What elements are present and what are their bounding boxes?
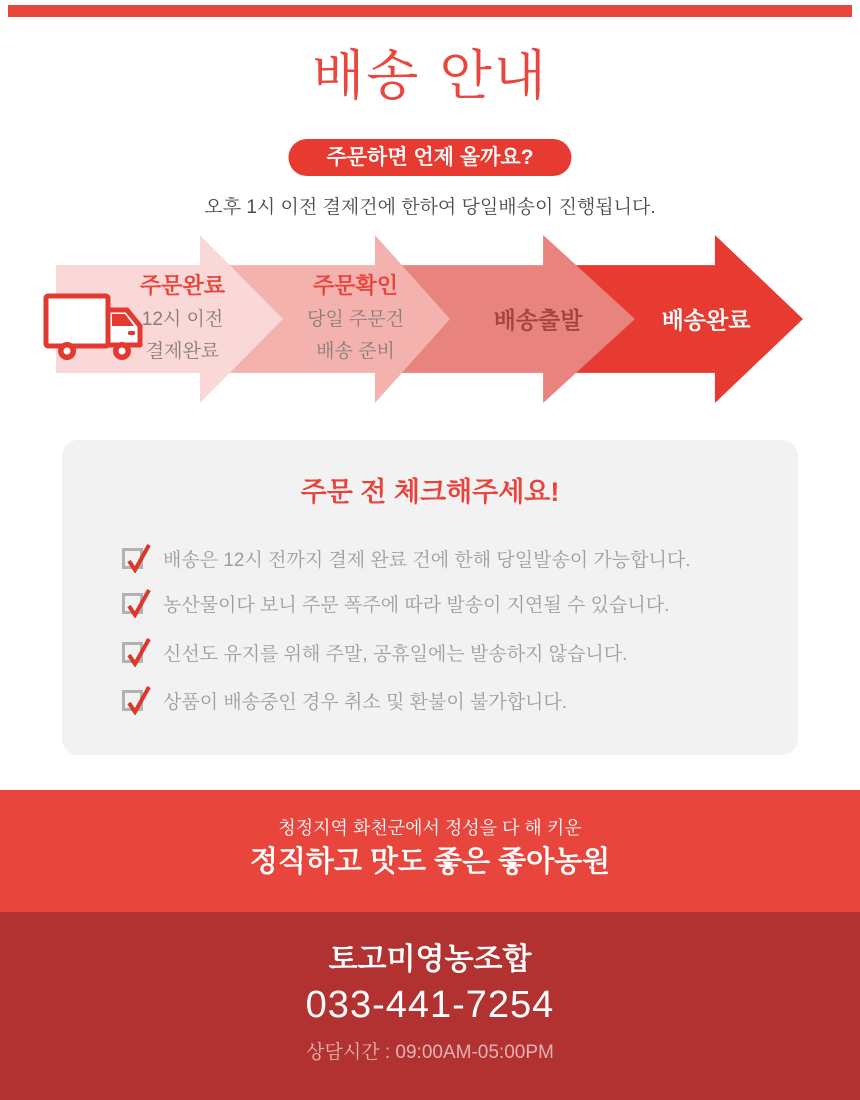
process-step-2	[283, 271, 428, 368]
footer-company-name: 토고미영농조합	[328, 943, 532, 976]
checklist-heading: 주문 전 체크해주세요!	[300, 477, 560, 507]
page-title: 배송 안내	[312, 44, 548, 107]
checkbox-icon	[122, 642, 143, 663]
checklist-item-text: 상품이 배송중인 경우 취소 및 환불이 불가합니다.	[163, 691, 568, 713]
step-title: 주문완료	[139, 273, 225, 298]
checkbox-check-icon	[123, 635, 153, 667]
brand-banner	[0, 790, 860, 912]
delivery-question-badge: 주문하면 언제 올까요?	[288, 139, 571, 176]
step-line: 결제완료	[145, 341, 220, 362]
checkbox-check-icon	[123, 683, 153, 715]
order-checklist-panel	[62, 440, 798, 755]
step-line: 배송 준비	[316, 341, 395, 362]
checkbox-icon	[122, 593, 143, 614]
top-accent-bar	[8, 5, 852, 17]
footer-business-hours: 상담시간 : 09:00AM-05:00PM	[306, 1042, 554, 1063]
checklist-item-text: 농산물이다 보니 주문 폭주에 따라 발송이 지연될 수 있습니다.	[163, 594, 670, 616]
checklist-item	[122, 589, 669, 617]
step-line: 12시 이전	[141, 309, 224, 330]
process-step-1	[110, 271, 255, 368]
checklist-item	[122, 638, 627, 666]
footer-phone-number: 033-441-7254	[305, 984, 555, 1026]
brand-name: 정직하고 맛도 좋은 좋아농원	[249, 846, 611, 878]
process-step-4: 배송완료	[661, 307, 751, 333]
delivery-subtitle: 오후 1시 이전 결제건에 한하여 당일배송이 진행됩니다.	[204, 197, 656, 218]
checklist-item	[122, 544, 691, 572]
checklist-item-text: 신선도 유지를 위해 주말, 공휴일에는 발송하지 않습니다.	[163, 643, 628, 665]
checklist-item-text: 배송은 12시 전까지 결제 완료 건에 한해 당일발송이 가능합니다.	[163, 549, 691, 571]
checkbox-check-icon	[123, 541, 153, 573]
delivery-process-flow	[0, 235, 860, 405]
footer-contact-banner	[0, 912, 860, 1100]
process-step-3: 배송출발	[493, 307, 583, 333]
checklist-item	[122, 686, 567, 714]
step-title: 주문확인	[312, 273, 398, 298]
brand-tagline: 청정지역 화천군에서 정성을 다 해 키운	[278, 818, 582, 838]
step-line: 당일 주문건	[306, 309, 405, 330]
checkbox-icon	[122, 548, 143, 569]
checkbox-icon	[122, 690, 143, 711]
checkbox-check-icon	[123, 586, 153, 618]
